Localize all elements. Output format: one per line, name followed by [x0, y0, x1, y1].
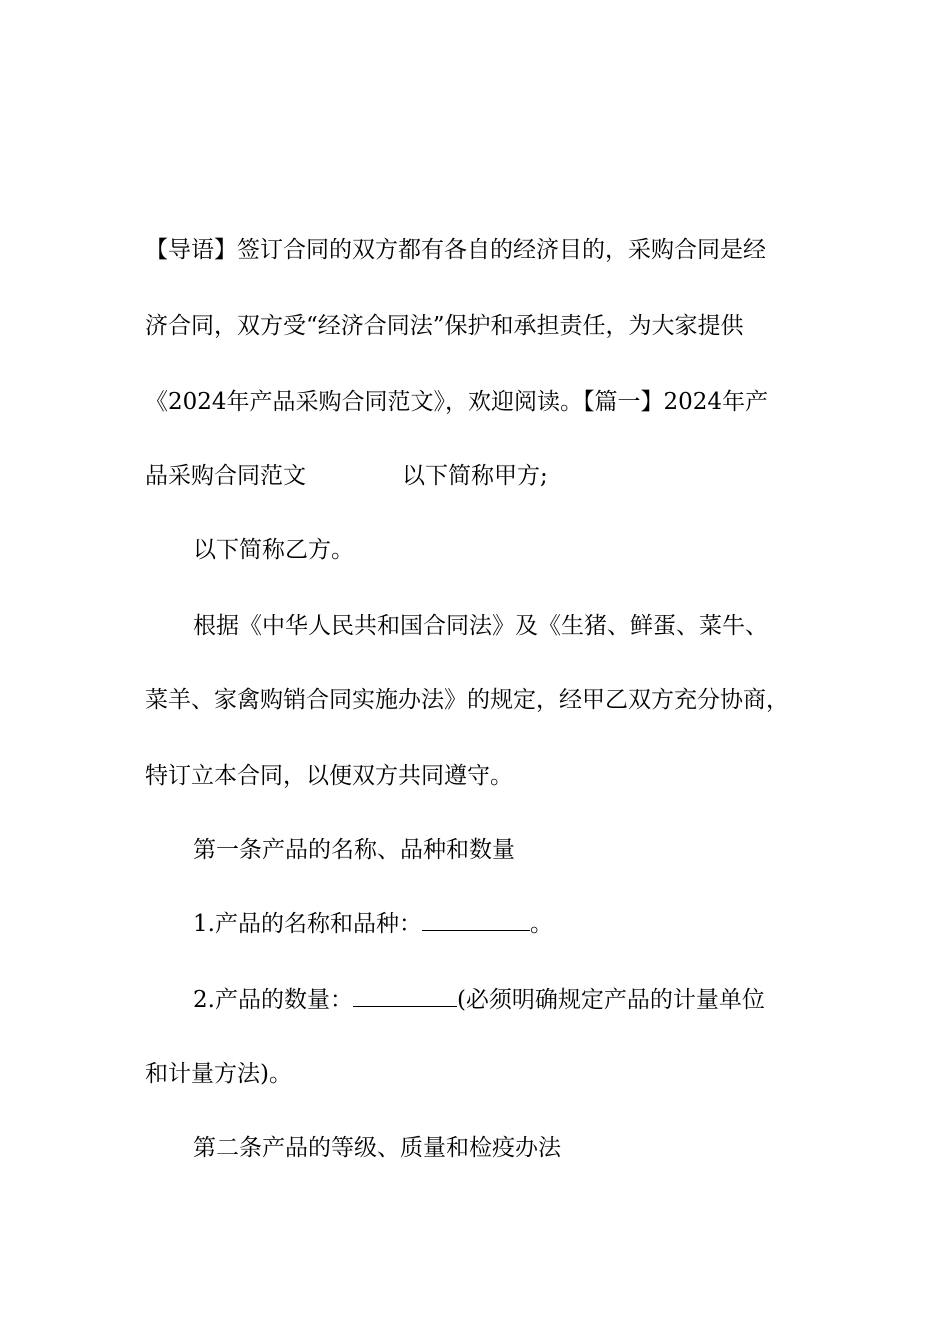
fill-in-blank: [422, 912, 530, 931]
text-line-10: [193, 908, 553, 940]
text-line-6-content: 根据《中华人民共和国合同法》及《生猪、鲜蛋、菜牛、: [193, 613, 768, 639]
text-line-6: [193, 610, 768, 642]
text-line-5-content: 以下简称乙方。: [193, 537, 354, 563]
text-line-11-content: 2.产品的数量：: [193, 987, 353, 1013]
text-line-7-content: 菜羊、家禽购销合同实施办法》的规定，经甲乙双方充分协商，: [145, 687, 789, 713]
text-line-2: [145, 310, 744, 342]
section-heading-2-content: 第二条产品的等级、质量和检疫办法: [193, 1135, 561, 1161]
text-line-12-content: 和计量方法)。: [145, 1061, 292, 1087]
text-line-3-content: 《2024年产品采购合同范文》，欢迎阅读。【篇一】2024年产: [145, 389, 769, 415]
text-line-4b-content: 以下简称甲方;: [402, 463, 548, 489]
section-heading-1: [193, 834, 515, 866]
fill-in-blank: [353, 988, 457, 1007]
text-line-7: [145, 684, 789, 716]
text-line-10-content: 1.产品的名称和品种：: [193, 911, 422, 937]
section-heading-2: [193, 1132, 561, 1164]
text-line-4: [145, 460, 548, 492]
text-line-4-content: 品采购合同范文: [145, 463, 306, 489]
text-line-10-suffix: 。: [529, 911, 553, 937]
text-line-11-suffix: (必须明确规定产品的计量单位: [456, 987, 765, 1013]
text-line-8-content: 特订立本合同，以便双方共同遵守。: [145, 763, 513, 789]
text-line-1: [145, 234, 766, 266]
text-line-12: [145, 1058, 292, 1090]
text-line-1-content: 【导语】签订合同的双方都有各自的经济目的，采购合同是经: [145, 237, 766, 263]
text-line-5: [193, 534, 354, 566]
text-line-8: [145, 760, 513, 792]
text-line-2-content: 济合同，双方受“经济合同法”保护和承担责任，为大家提供: [145, 313, 744, 339]
text-line-3: [145, 386, 768, 418]
section-heading-1-content: 第一条产品的名称、品种和数量: [193, 837, 515, 863]
text-line-11: [193, 984, 765, 1016]
